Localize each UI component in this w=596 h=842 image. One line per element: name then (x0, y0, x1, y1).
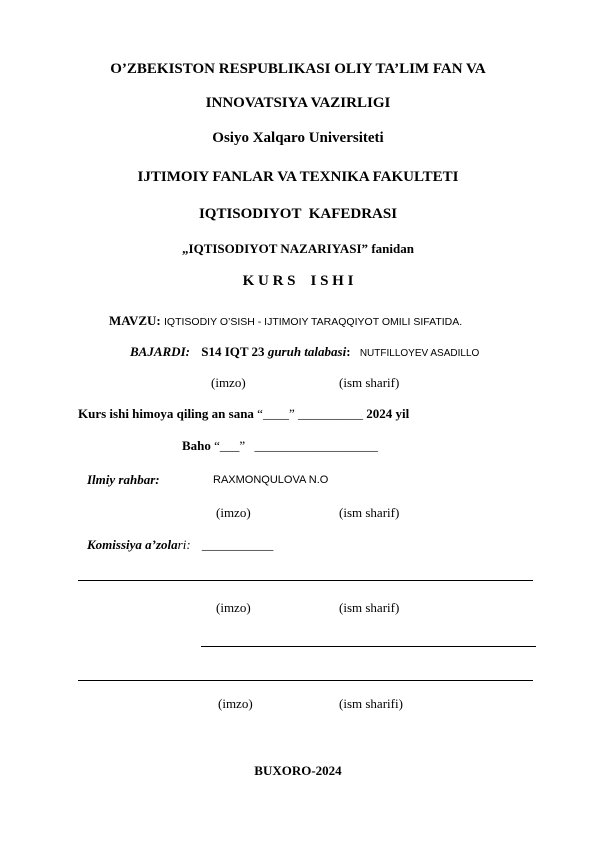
commission-blank: ___________ (201, 537, 274, 552)
department-name: IQTISODIYOT KAFEDRASI (198, 206, 398, 222)
signature-label-name-1: (ism sharif) (339, 375, 400, 390)
topic-label: MAVZU: (109, 313, 161, 328)
university-name: Osiyo Xalqaro Universiteti (212, 130, 384, 146)
grade-blank: “___” (214, 438, 246, 453)
student-role: guruh talabasi (267, 344, 347, 359)
author-label: BAJARDI: (130, 344, 190, 359)
subject-suffix: fanidan (368, 241, 414, 256)
faculty-name: IJTIMOIY FANLAR VA TEXNIKA FAKULTETI (137, 169, 459, 185)
group-code: S14 IQT 23 (201, 344, 265, 359)
city-year-footer: BUXORO-2024 (254, 763, 342, 778)
signature-label-name-2: (ism sharif) (339, 505, 400, 520)
defense-day-blank: “____” (257, 406, 295, 421)
author-name: NUTFILLOYEV ASADILLO (359, 348, 480, 359)
signature-label-imzo-1: (imzo) (211, 375, 246, 390)
grade-line (182, 438, 378, 454)
supervisor-name: RAXMONQULOVA N.O (213, 474, 329, 486)
work-type-title: K U R S I S H I (242, 273, 354, 289)
commission-label-suffix: ri: (177, 537, 191, 552)
subject-name: „IQTISODIYOT NAZARIYASI” (182, 241, 369, 256)
grade-label: Baho (182, 438, 211, 453)
topic-line (109, 313, 462, 329)
ministry-line-2: INNOVATSIYA VAZIRLIGI (205, 95, 391, 111)
subject-line (0, 241, 596, 257)
commission-label: Komissiya a’zola (87, 537, 178, 552)
defense-text: Kurs ishi himoya qiling an sana (78, 406, 254, 421)
signature-label-imzo-3: (imzo) (216, 600, 251, 615)
defense-date-line (78, 406, 409, 422)
commission-signature-rule-3 (78, 680, 533, 681)
signature-label-imzo-2: (imzo) (216, 505, 251, 520)
signature-label-name-3: (ism sharif) (339, 600, 400, 615)
signature-label-imzo-4: (imzo) (218, 696, 253, 711)
topic-value: IQTISODIY O’SISH - IJTIMOIY TARAQQIYOT OMILI SIFATIDA. (164, 316, 463, 328)
signature-label-name-4: (ism sharifi) (339, 696, 403, 711)
commission-signature-rule-1 (78, 580, 533, 581)
commission-signature-rule-2 (201, 646, 536, 647)
ministry-line-1: O’ZBEKISTON RESPUBLIKASI OLIY TA’LIM FAN VA (110, 61, 486, 77)
grade-underline: ___________________ (254, 438, 378, 453)
defense-month-blank: __________ (297, 406, 363, 421)
author-line (130, 344, 479, 360)
role-colon: : (346, 344, 351, 359)
commission-line (87, 537, 273, 553)
defense-year: 2024 yil (366, 406, 410, 421)
supervisor-label: Ilmiy rahbar: (87, 472, 160, 487)
